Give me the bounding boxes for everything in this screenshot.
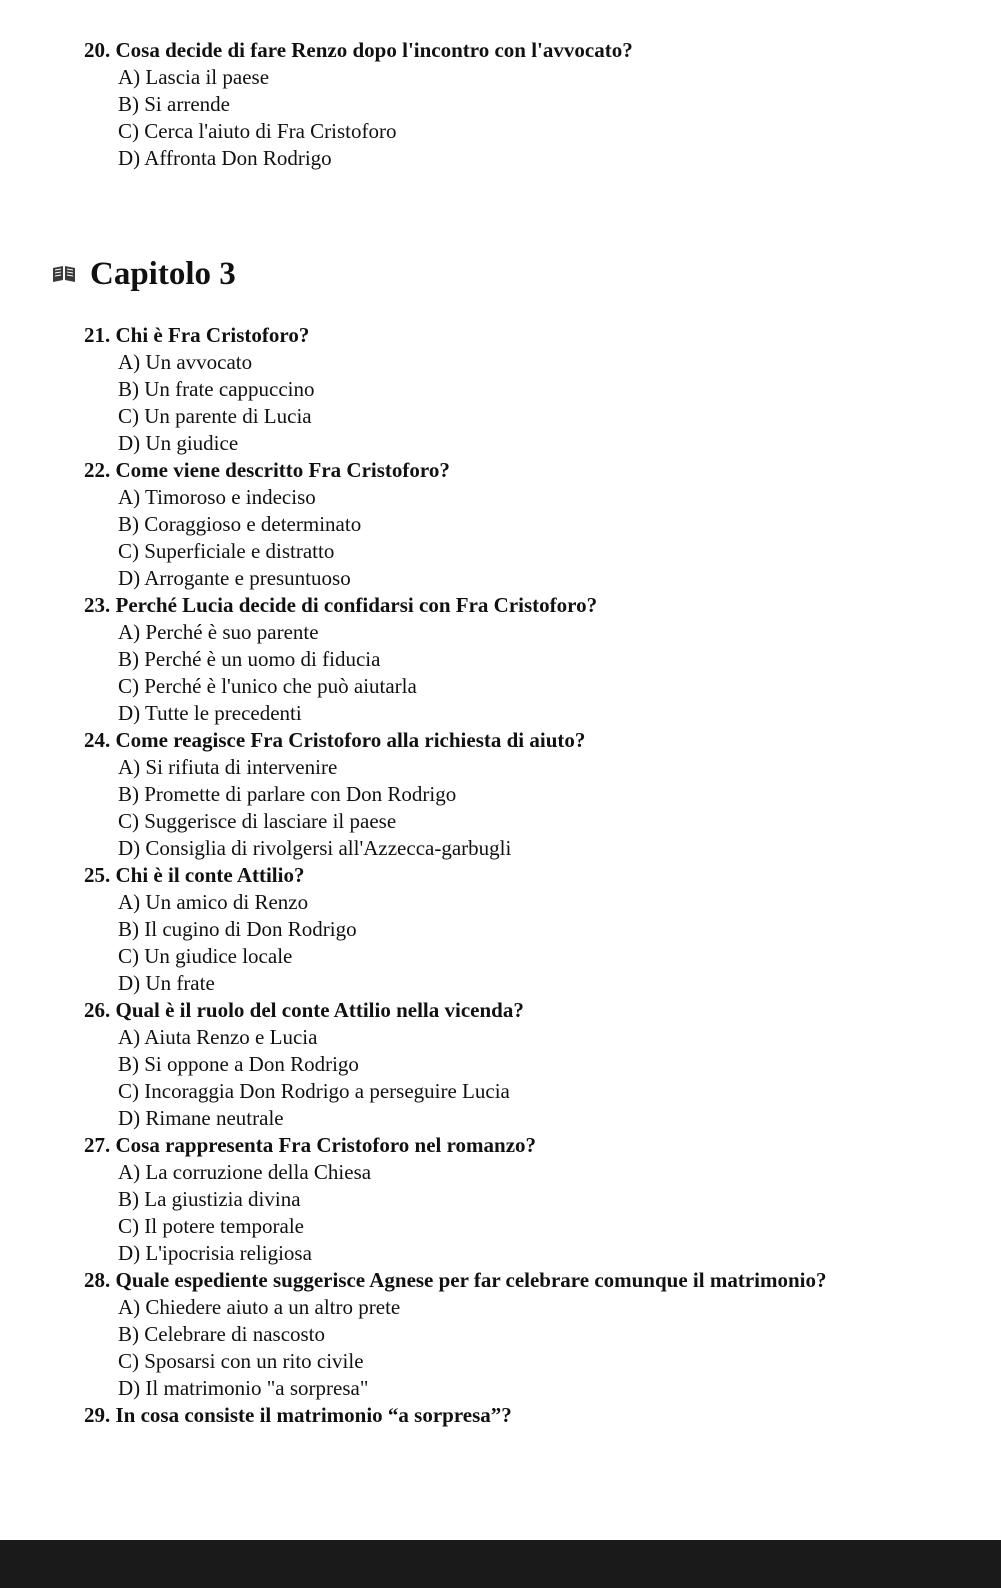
answer-option: A) Chiedere aiuto a un altro prete	[118, 1295, 401, 1319]
answer-option: C) Un giudice locale	[118, 944, 293, 968]
question-number: 24.	[84, 728, 111, 752]
question-number: 22.	[84, 458, 111, 482]
answer-option: C) Cerca l'aiuto di Fra Cristoforo	[118, 119, 397, 143]
question-title	[0, 322, 1001, 349]
question-item	[0, 1267, 1001, 1402]
question-title	[0, 997, 1001, 1024]
question-title	[0, 1132, 1001, 1159]
answer-option: C) Perché è l'unico che può aiutarla	[118, 674, 417, 698]
question-number: 25.	[84, 863, 111, 887]
answer-option: A) Un avvocato	[118, 350, 253, 374]
answer-option: C) Suggerisce di lasciare il paese	[118, 809, 397, 833]
answer-option: D) Consiglia di rivolgersi all'Azzecca-garbugli	[118, 836, 512, 860]
question-title	[0, 727, 1001, 754]
chapter-heading	[52, 252, 236, 296]
question-title	[0, 37, 1001, 64]
question-number: 26.	[84, 998, 111, 1022]
open-book-icon	[52, 265, 76, 283]
question-title	[0, 1402, 1001, 1429]
question-item	[0, 322, 1001, 457]
question-item	[0, 997, 1001, 1132]
question-text: Chi è il conte Attilio?	[115, 863, 305, 887]
answer-option: C) Il potere temporale	[118, 1214, 305, 1238]
question-title	[0, 862, 1001, 889]
question-text: Cosa rappresenta Fra Cristoforo nel romanzo?	[115, 1133, 537, 1157]
answer-option: D) Un frate	[118, 971, 215, 995]
answer-option: A) Lascia il paese	[118, 65, 270, 89]
answer-option: B) Il cugino di Don Rodrigo	[118, 917, 357, 941]
answer-option: D) Il matrimonio "a sorpresa"	[118, 1376, 369, 1400]
question-text: Qual è il ruolo del conte Attilio nella vicenda?	[115, 998, 524, 1022]
question-item	[0, 37, 1001, 172]
question-item	[0, 592, 1001, 727]
answer-option: B) Promette di parlare con Don Rodrigo	[118, 782, 457, 806]
question-text: Chi è Fra Cristoforo?	[115, 323, 310, 347]
question-number: 28.	[84, 1268, 111, 1292]
answer-option: B) Celebrare di nascosto	[118, 1322, 326, 1346]
answer-option: D) Un giudice	[118, 431, 239, 455]
bottom-bar	[0, 1540, 1001, 1588]
question-text: Quale espediente suggerisce Agnese per far celebrare comunque il matrimonio?	[115, 1268, 827, 1292]
question-text: Cosa decide di fare Renzo dopo l'incontro con l'avvocato?	[115, 38, 633, 62]
answer-option: D) L'ipocrisia religiosa	[118, 1241, 312, 1265]
answer-option: C) Un parente di Lucia	[118, 404, 312, 428]
question-number: 20.	[84, 38, 111, 62]
question-block-top	[0, 37, 1001, 172]
chapter-title: Capitolo 3	[90, 256, 236, 292]
question-item	[0, 457, 1001, 592]
question-list	[0, 322, 1001, 1429]
answer-option: D) Affronta Don Rodrigo	[118, 146, 332, 170]
question-number: 27.	[84, 1133, 111, 1157]
answer-option: B) Un frate cappuccino	[118, 377, 315, 401]
answer-option: B) Si oppone a Don Rodrigo	[118, 1052, 359, 1076]
question-text: In cosa consiste il matrimonio “a sorpresa”?	[115, 1403, 512, 1427]
question-item	[0, 1132, 1001, 1267]
answer-option: B) Perché è un uomo di fiducia	[118, 647, 381, 671]
question-number: 29.	[84, 1403, 111, 1427]
answer-option: B) La giustizia divina	[118, 1187, 301, 1211]
question-title	[0, 592, 1001, 619]
answer-option: A) Un amico di Renzo	[118, 890, 309, 914]
answer-option: D) Rimane neutrale	[118, 1106, 284, 1130]
answer-option: A) Perché è suo parente	[118, 620, 319, 644]
question-item	[0, 727, 1001, 862]
answer-option: B) Si arrende	[118, 92, 230, 116]
answer-option: B) Coraggioso e determinato	[118, 512, 362, 536]
question-number: 23.	[84, 593, 111, 617]
question-text: Perché Lucia decide di confidarsi con Fra Cristoforo?	[115, 593, 598, 617]
question-number: 21.	[84, 323, 111, 347]
answer-option: A) Timoroso e indeciso	[118, 485, 316, 509]
answer-option: A) La corruzione della Chiesa	[118, 1160, 372, 1184]
answer-option: D) Arrogante e presuntuoso	[118, 566, 351, 590]
answer-option: C) Sposarsi con un rito civile	[118, 1349, 364, 1373]
answer-option: D) Tutte le precedenti	[118, 701, 302, 725]
answer-option: C) Superficiale e distratto	[118, 539, 335, 563]
question-title	[0, 457, 1001, 484]
question-item	[0, 1402, 1001, 1429]
question-item	[0, 862, 1001, 997]
answer-option: A) Aiuta Renzo e Lucia	[118, 1025, 318, 1049]
question-text: Come viene descritto Fra Cristoforo?	[115, 458, 450, 482]
question-title	[0, 1267, 1001, 1294]
question-text: Come reagisce Fra Cristoforo alla richiesta di aiuto?	[115, 728, 586, 752]
answer-option: C) Incoraggia Don Rodrigo a perseguire Lucia	[118, 1079, 510, 1103]
answer-option: A) Si rifiuta di intervenire	[118, 755, 338, 779]
